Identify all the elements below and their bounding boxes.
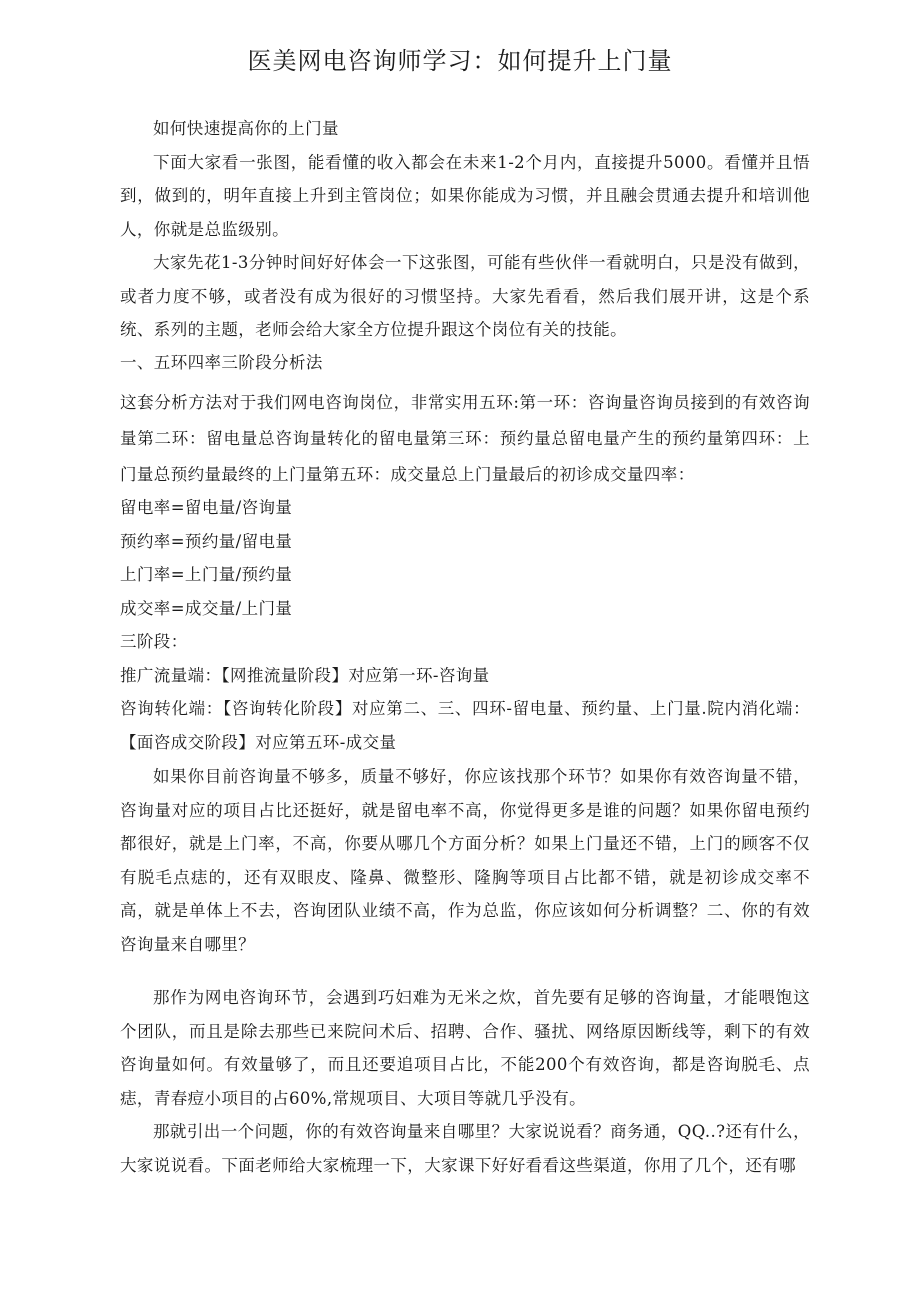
section-one: [120, 346, 810, 380]
rate-item: 上门率=上门量/预约量: [120, 565, 293, 584]
intro-paragraph-2: 大家先花1-3分钟时间好好体会一下这张图，可能有些伙伴一看就明白，只是没有做到，或者力度不够，或者没有成为很好的习惯坚持。大家先看看，然后我们展开讲，这是个系统、系列的主题，老师会给大家全方位提升跟这个岗位有关的技能。: [120, 253, 810, 339]
five-rings-paragraph: 这套分析方法对于我们网电咨询岗位，非常实用五环:第一环：咨询量咨询员接到的有效咨询量第二环：留电量总咨询量转化的留电量第三环：预约量总留电量产生的预约量第四环：上门量总预约量最终的上门量第五环：成交量总上门量最后的初诊成交量四率：: [120, 393, 810, 484]
five-rings-block: [120, 385, 810, 493]
stages-heading: 三阶段：: [120, 632, 188, 651]
analysis-block: [120, 760, 810, 961]
section-one-heading: 一、五环四率三阶段分析法: [120, 353, 323, 372]
intro-section: [120, 112, 810, 347]
rate-item: 成交率=成交量/上门量: [120, 598, 293, 618]
rate-item: 留电率=留电量/咨询量: [120, 498, 293, 517]
section-two: [120, 981, 810, 1182]
section-two-paragraph-2: 那就引出一个问题，你的有效咨询量来自哪里？大家说说看？商务通，QQ..?还有什么，大家说说看。下面老师给大家梳理一下，大家课下好好看看这些渠道，你用了几个，还有哪: [120, 1122, 810, 1175]
section-two-paragraph-1: 那作为网电咨询环节，会遇到巧妇难为无米之炊，首先要有足够的咨询量，才能喂饱这个团队，而且是除去那些已来院问术后、招聘、合作、骚扰、网络原因断线等，剩下的有效咨询量如何。有效量够了，而且还要追项目占比，不能200个有效咨询，都是咨询脱毛、点痣，青春痘小项目的占60%,常规项目、大项目等就几乎没有。: [120, 988, 810, 1108]
rates-list: [120, 491, 810, 759]
intro-heading: 如何快速提高你的上门量: [153, 119, 339, 138]
stage-item: 咨询转化端：【咨询转化阶段】对应第二、三、四环-留电量、预约量、上门量.院内消化端：【面咨成交阶段】对应第五环-成交量: [120, 699, 810, 752]
document-title: 医美网电咨询师学习：如何提升上门量: [247, 47, 673, 75]
intro-paragraph-1: 下面大家看一张图，能看懂的收入都会在未来1-2个月内，直接提升5000。看懂并且悟到，做到的，明年直接上升到主管岗位；如果你能成为习惯，并且融会贯通去提升和培训他人，你就是总监级别。: [120, 152, 810, 239]
stage-item: 推广流量端：【网推流量阶段】对应第一环-咨询量: [120, 665, 490, 685]
analysis-paragraph: 如果你目前咨询量不够多，质量不够好，你应该找那个环节？如果你有效咨询量不错，咨询量对应的项目占比还挺好，就是留电率不高，你觉得更多是谁的问题？如果你留电预约都很好，就是上门率，不高，你要从哪几个方面分析？如果上门量还不错，上门的顾客不仅有脱毛点痣的，还有双眼皮、隆鼻、微整形、隆胸等项目占比都不错，就是初诊成交率不高，就是单体上不去，咨询团队业绩不高，作为总监，你应该如何分析调整？二、你的有效咨询量来自哪里？: [120, 767, 810, 954]
rate-item: 预约率=预约量/留电量: [120, 531, 293, 551]
